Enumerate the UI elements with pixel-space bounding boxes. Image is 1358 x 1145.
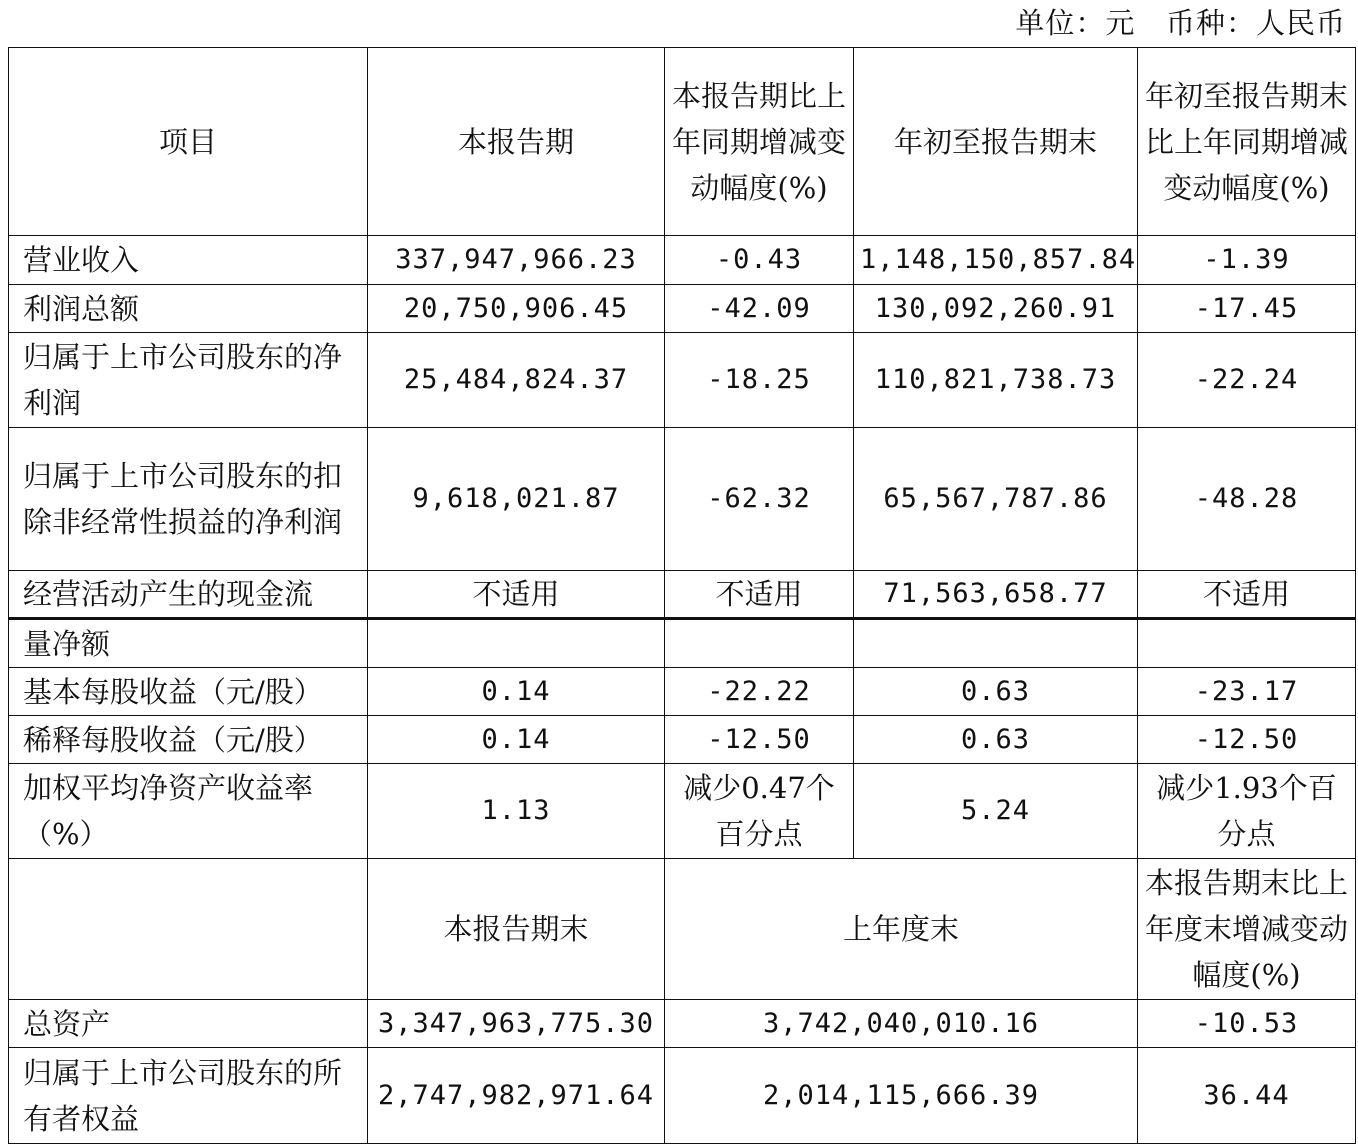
- table-row: [9, 716, 1356, 764]
- table-row: [9, 1000, 1356, 1048]
- table-row: [9, 571, 1356, 619]
- table-row: [9, 764, 1356, 859]
- row-ytd: 71,563,658.77: [854, 571, 1138, 619]
- row-ytd: 1,148,150,857.84: [854, 236, 1138, 285]
- row-item: 归属于上市公司股东的净利润: [9, 333, 368, 428]
- row-ytd-change: [1138, 619, 1356, 668]
- row-period-end: 3,347,963,775.30: [368, 1000, 665, 1048]
- table-row: [9, 619, 1356, 668]
- row-current-change: -12.50: [665, 716, 854, 764]
- table-row: [9, 668, 1356, 716]
- header-prior-year-end: 上年度末: [665, 859, 1138, 1000]
- row-current: 20,750,906.45: [368, 285, 665, 333]
- row-item: 营业收入: [9, 236, 368, 285]
- row-ytd: 5.24: [854, 764, 1138, 859]
- row-current-change: -18.25: [665, 333, 854, 428]
- row-ytd-change: -22.24: [1138, 333, 1356, 428]
- row-ytd: 130,092,260.91: [854, 285, 1138, 333]
- row-item: 稀释每股收益（元/股）: [9, 716, 368, 764]
- table-row: [9, 236, 1356, 285]
- row-ytd: 110,821,738.73: [854, 333, 1138, 428]
- header-period-end: 本报告期末: [368, 859, 665, 1000]
- row-current-change: 不适用: [665, 571, 854, 619]
- balance-header-empty: [9, 859, 368, 1000]
- row-item: 量净额: [9, 619, 368, 668]
- table-row: [9, 428, 1356, 571]
- header-current-period-change: 本报告期比上年同期增减变动幅度(%): [665, 48, 854, 236]
- table-row: [9, 333, 1356, 428]
- row-ytd-change: -17.45: [1138, 285, 1356, 333]
- row-ytd: 0.63: [854, 668, 1138, 716]
- row-current: 9,618,021.87: [368, 428, 665, 571]
- header-balance-change: 本报告期末比上年度末增减变动幅度(%): [1138, 859, 1356, 1000]
- row-ytd-change: 不适用: [1138, 571, 1356, 619]
- row-item: 基本每股收益（元/股）: [9, 668, 368, 716]
- row-current: 0.14: [368, 716, 665, 764]
- header-item: 项目: [9, 48, 368, 236]
- financial-data-table: [8, 47, 1356, 1144]
- row-item: 经营活动产生的现金流: [9, 571, 368, 619]
- row-item: 加权平均净资产收益率（%）: [9, 764, 368, 859]
- row-prior-year-end: 2,014,115,666.39: [665, 1048, 1138, 1144]
- row-ytd-change: -23.17: [1138, 668, 1356, 716]
- table-row: [9, 285, 1356, 333]
- row-current: 25,484,824.37: [368, 333, 665, 428]
- row-prior-year-end: 3,742,040,010.16: [665, 1000, 1138, 1048]
- row-current: 337,947,966.23: [368, 236, 665, 285]
- header-ytd: 年初至报告期末: [854, 48, 1138, 236]
- row-current-change: -62.32: [665, 428, 854, 571]
- header-ytd-change: 年初至报告期末比上年同期增减变动幅度(%): [1138, 48, 1356, 236]
- row-ytd-change: -12.50: [1138, 716, 1356, 764]
- row-ytd-change: 减少1.93个百分点: [1138, 764, 1356, 859]
- header-row: [9, 48, 1356, 236]
- header-current-period: 本报告期: [368, 48, 665, 236]
- row-item: 总资产: [9, 1000, 368, 1048]
- row-current-change: -22.22: [665, 668, 854, 716]
- row-current-change: [665, 619, 854, 668]
- unit-currency-note: 单位：元 币种：人民币: [1015, 6, 1346, 40]
- row-current: 1.13: [368, 764, 665, 859]
- table-row: [9, 1048, 1356, 1144]
- row-period-end: 2,747,982,971.64: [368, 1048, 665, 1144]
- balance-header-row: [9, 859, 1356, 1000]
- row-ytd: 0.63: [854, 716, 1138, 764]
- row-current: 不适用: [368, 571, 665, 619]
- row-item: 归属于上市公司股东的扣除非经常性损益的净利润: [9, 428, 368, 571]
- row-item: 利润总额: [9, 285, 368, 333]
- row-current-change: -0.43: [665, 236, 854, 285]
- row-ytd: 65,567,787.86: [854, 428, 1138, 571]
- row-current: [368, 619, 665, 668]
- row-current-change: 减少0.47个百分点: [665, 764, 854, 859]
- row-ytd-change: -1.39: [1138, 236, 1356, 285]
- row-balance-change: 36.44: [1138, 1048, 1356, 1144]
- row-ytd-change: -48.28: [1138, 428, 1356, 571]
- row-current-change: -42.09: [665, 285, 854, 333]
- row-ytd: [854, 619, 1138, 668]
- row-item: 归属于上市公司股东的所有者权益: [9, 1048, 368, 1144]
- row-current: 0.14: [368, 668, 665, 716]
- row-balance-change: -10.53: [1138, 1000, 1356, 1048]
